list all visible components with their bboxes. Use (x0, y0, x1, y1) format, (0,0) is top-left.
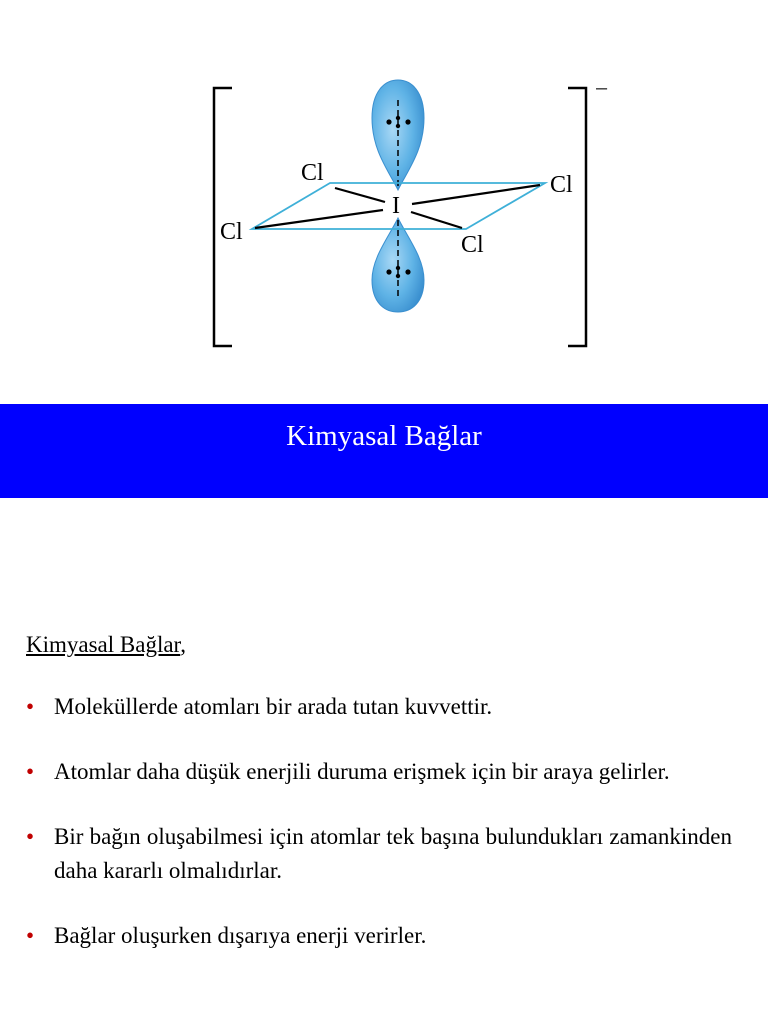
intro-underlined-term: Kimyasal Bağlar (26, 632, 181, 657)
molecule-diagram (0, 0, 768, 400)
atom-label-cl-upper-left: Cl (301, 160, 324, 186)
intro-suffix: , (180, 632, 187, 657)
bullet-text: Moleküllerde atomları bir arada tutan kuvvettir. (54, 694, 493, 719)
bullet-dot-icon: • (26, 923, 35, 948)
bullet-item (26, 919, 732, 953)
slide-title: Kimyasal Bağlar (286, 420, 482, 452)
bullet-list (26, 690, 732, 953)
bullet-item (26, 755, 732, 789)
bullet-text: Bağlar oluşurken dışarıya enerji verirler. (54, 923, 427, 948)
atom-label-cl-lower-right: Cl (461, 232, 484, 258)
bullet-dot-icon: • (26, 694, 35, 719)
title-band (0, 404, 768, 498)
icl4-structure-svg (0, 0, 768, 400)
bond-upper-left (335, 188, 385, 202)
bullet-item (26, 690, 732, 724)
intro-line (26, 628, 732, 662)
bullet-dot-icon: • (26, 759, 35, 784)
content-body (26, 628, 732, 984)
atom-label-central-i: I (392, 193, 400, 219)
bond-right (412, 185, 540, 204)
bullet-text: Atomlar daha düşük enerjili duruma erişmek için bir araya gelirler. (54, 759, 670, 784)
right-bracket (568, 88, 586, 346)
atom-label-cl-right: Cl (550, 172, 573, 198)
bond-lower-right (411, 212, 462, 228)
bullet-item (26, 820, 732, 888)
left-bracket (214, 88, 232, 346)
bullet-dot-icon: • (26, 824, 35, 849)
charge-sign: – (596, 77, 608, 99)
bullet-text: Bir bağın oluşabilmesi için atomlar tek başına bulundukları zamankinden daha kararlı olmalıdırlar. (54, 824, 732, 883)
bond-left (255, 210, 383, 228)
atom-label-cl-left: Cl (220, 219, 243, 245)
